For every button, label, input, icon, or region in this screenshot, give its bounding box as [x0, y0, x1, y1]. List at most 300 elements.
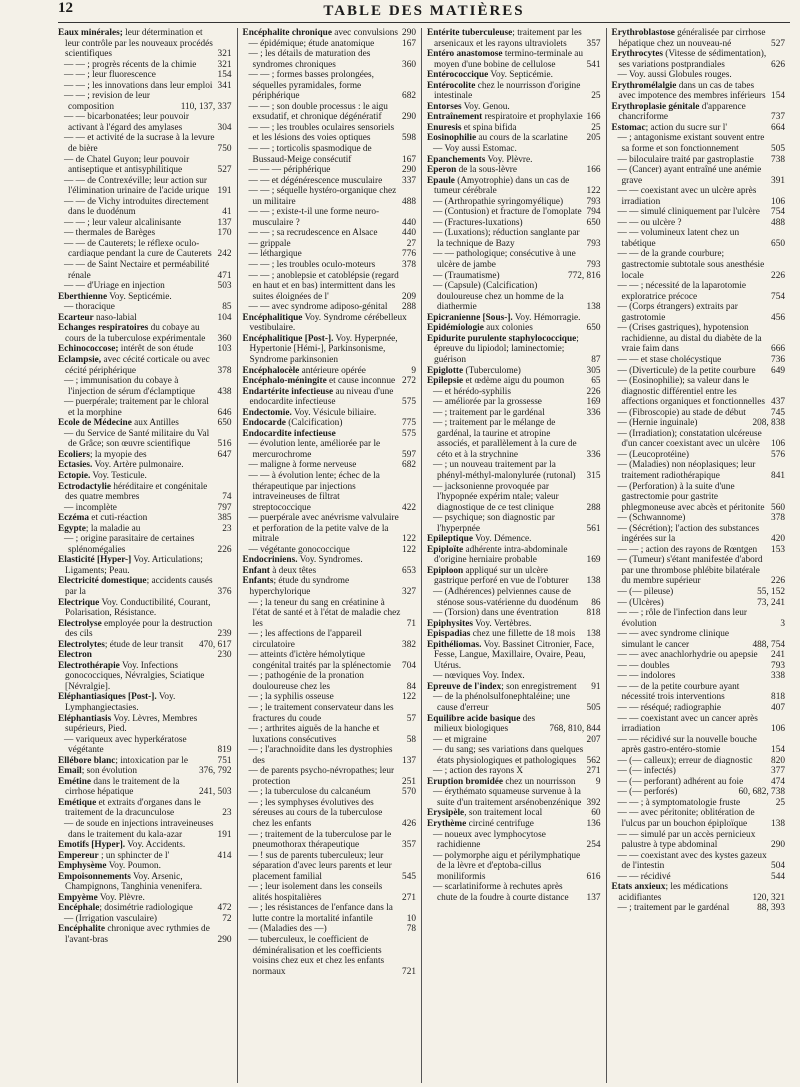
index-page-refs: 290	[402, 28, 416, 38]
index-term	[433, 850, 584, 883]
index-page-refs: 772, 816	[567, 270, 601, 281]
index-entry	[243, 260, 417, 271]
index-page-refs: 166	[586, 112, 601, 123]
index-page-refs: 85	[222, 302, 232, 313]
index-headword: Eberthienne	[58, 291, 108, 302]
index-term	[58, 850, 215, 862]
index-description: — épidémique; étude anatomique	[248, 38, 375, 49]
index-entry	[58, 450, 232, 461]
index-term	[58, 523, 219, 535]
index-term	[433, 207, 584, 218]
index-entry	[58, 893, 232, 904]
index-description: — ; leur isolement dans les conseils alités hospitalières	[248, 882, 383, 903]
index-entry	[427, 334, 601, 366]
index-description: — — à évolution lente; échec de la thérapeutique par injections intraveineuses de filtrat streptococcique	[248, 470, 380, 513]
index-headword: Ellébore blanc	[58, 755, 116, 766]
index-page-refs: 241	[771, 650, 785, 661]
index-entry	[612, 587, 786, 598]
index-headword: Emétine	[58, 776, 92, 787]
index-page-refs: 110, 137, 337	[180, 101, 232, 112]
index-term	[242, 376, 400, 387]
index-headword: Equilibre acide basique	[427, 713, 521, 724]
index-description: — biloculaire traité par gastroplastie	[617, 154, 754, 165]
index-description: Voy. Bassinet Citronier, Face, Fesse, Langue, Maxillaire, Ovaire, Peau, Utérus.	[434, 639, 595, 671]
index-description: — — de Saint Nectaire et perméabilité rénale	[64, 260, 210, 281]
index-page-refs: 55, 152	[757, 586, 785, 597]
index-term	[242, 418, 400, 429]
index-entry	[58, 661, 232, 693]
index-entry	[243, 123, 417, 144]
index-term	[617, 713, 769, 735]
index-entry	[58, 576, 232, 597]
index-term	[64, 154, 215, 176]
index-entry	[58, 650, 232, 661]
index-term	[617, 766, 769, 777]
index-page-refs: 360	[217, 333, 232, 344]
index-entry	[612, 228, 786, 249]
index-page-refs: 170	[217, 228, 232, 239]
index-term	[427, 101, 598, 113]
index-term	[617, 418, 750, 429]
index-column-2	[237, 28, 422, 1083]
index-entry	[243, 249, 417, 260]
index-term	[433, 270, 565, 282]
index-description: — atteints d'ictère hémolytique congénital traités par la splénectomie	[248, 650, 391, 671]
index-entry	[58, 228, 232, 239]
index-page-refs: 736	[771, 354, 785, 365]
index-term	[427, 133, 584, 144]
index-description: et spina bifida	[461, 122, 517, 133]
index-entry	[427, 819, 601, 830]
index-term	[433, 586, 588, 608]
index-term	[427, 28, 584, 49]
index-term	[617, 523, 769, 545]
index-description: — — et dégénérescence musculaire	[248, 175, 383, 186]
index-term	[58, 513, 215, 524]
index-term	[617, 787, 736, 798]
index-term	[617, 302, 769, 323]
index-page-refs: 271	[586, 766, 601, 777]
page-number: 12	[58, 0, 73, 16]
index-entry	[427, 133, 601, 144]
index-term	[433, 829, 584, 851]
index-page-refs: 488, 754	[752, 639, 785, 650]
index-term	[248, 629, 400, 650]
index-page-refs: 106	[771, 439, 785, 450]
index-term	[248, 302, 400, 313]
index-page-refs: 27	[406, 238, 416, 249]
index-entry	[58, 260, 232, 281]
index-term	[242, 428, 400, 440]
index-term	[64, 376, 215, 397]
index-term	[64, 228, 215, 239]
index-term	[611, 882, 750, 903]
index-entry	[58, 344, 232, 355]
index-page-refs: 378	[402, 260, 416, 271]
index-term	[433, 882, 584, 903]
index-page-refs: 122	[402, 534, 416, 545]
index-term	[248, 228, 400, 239]
index-headword: Epispadias	[427, 629, 471, 640]
index-headword: Erythème	[427, 819, 467, 830]
index-description: — (Capsule) (Calcification) douloureuse chez un homme de la diathermie	[433, 281, 564, 313]
index-term	[58, 924, 215, 946]
index-headword: Electron	[58, 650, 92, 661]
index-term	[58, 597, 229, 619]
index-entry	[427, 102, 601, 113]
index-description: — — ; sa recrudescence en Alsace	[248, 228, 378, 239]
index-term	[58, 660, 229, 693]
index-headword: Etats anxieux	[611, 882, 666, 893]
index-term	[58, 871, 229, 893]
index-headword: Emphysème	[58, 861, 107, 872]
index-description: respiratoire et prophylaxie	[482, 112, 583, 123]
index-description: à deux têtes	[269, 565, 317, 576]
index-term	[617, 555, 769, 587]
index-description: ; son enregistrement	[501, 681, 577, 692]
index-description: — — ; formes basses prolongées, séquelles pyramidales, forme périphérique	[248, 70, 374, 102]
index-description: Voy. Genou.	[461, 101, 510, 112]
index-term	[64, 734, 215, 756]
index-page-refs: 751	[217, 755, 232, 766]
index-description: leur détermination et leur contrôle par les nouveaux procédés scientifiques	[65, 28, 213, 60]
index-description: ; action du sucre sur l'	[645, 122, 728, 133]
index-description: — tuberculeux, le coefficient de déminéralisation et les coefficients voisins chez eux et chez les enfants normaux	[248, 935, 385, 977]
index-entry	[243, 671, 417, 692]
index-headword: Electrique	[58, 597, 100, 608]
index-entry	[243, 924, 417, 935]
index-entry	[58, 903, 232, 914]
index-term	[248, 238, 404, 250]
index-page-refs: 818	[586, 608, 601, 619]
index-entry	[243, 334, 417, 366]
index-page-refs: 58	[406, 734, 416, 745]
index-term	[617, 207, 769, 218]
index-entry	[243, 745, 417, 766]
index-description: — de la phénolsulfonephtaléine; une cause d'erreur	[433, 692, 570, 713]
index-term	[433, 397, 584, 408]
index-page-refs: 626	[771, 59, 785, 70]
index-description: — et hérédo-syphilis	[433, 386, 511, 397]
index-term	[611, 80, 769, 102]
index-entry	[427, 534, 601, 545]
index-description: — thermales de Barèges	[64, 228, 156, 239]
index-page-refs: 60	[591, 808, 601, 819]
index-entry	[243, 576, 417, 597]
index-page-refs: 438	[217, 386, 232, 397]
index-headword: Entéro anastomose	[427, 49, 503, 60]
index-description: — (Torsion) dans une éventration	[433, 608, 559, 619]
index-headword: Epanchements	[427, 154, 486, 165]
index-page-refs: 598	[402, 133, 416, 144]
index-page-refs: 704	[402, 660, 416, 671]
index-page-refs: 337	[402, 175, 416, 186]
index-term	[433, 745, 584, 766]
index-entry	[612, 450, 786, 461]
index-page-refs: 167	[402, 38, 416, 49]
index-description: — — et stase cholécystique	[617, 354, 722, 365]
index-entry	[612, 513, 786, 524]
index-term	[427, 376, 588, 387]
index-description: — — coexistant avec un cancer après irradiation	[617, 713, 758, 735]
index-entry	[612, 81, 786, 102]
index-entry	[427, 566, 601, 587]
index-entry	[427, 207, 601, 218]
index-page-refs: 251	[402, 776, 416, 787]
index-description: — — avec anachlorhydrie ou apepsie	[617, 650, 758, 661]
index-description: — (Corps étrangers) extraits par gastrotomie	[617, 302, 738, 323]
index-headword: Encéphalitique	[242, 312, 303, 323]
index-term	[248, 49, 400, 70]
index-page-refs: 74	[222, 492, 232, 503]
index-entry	[427, 112, 601, 123]
index-description: — ; origine parasitaire de certaines splénomégalies	[64, 534, 195, 555]
index-page-refs: 422	[402, 502, 416, 513]
index-page-refs: 682	[402, 91, 416, 102]
index-headword: Ecarteur	[58, 312, 94, 323]
index-headword: Empereur	[58, 850, 99, 861]
index-description: (Amyotrophie) dans un cas de tumeur cérébrale	[434, 175, 570, 197]
index-description: Voy. Septicémie.	[107, 291, 172, 302]
index-page-refs: 122	[402, 692, 416, 703]
index-entry	[427, 228, 601, 249]
index-description: ; accidents causés par la	[65, 576, 213, 597]
index-term	[617, 133, 769, 155]
index-page-refs: 341	[217, 80, 232, 91]
index-entry	[58, 619, 232, 640]
index-entry	[243, 165, 417, 176]
index-page-refs: 420	[771, 534, 785, 545]
index-term	[248, 460, 400, 471]
index-term	[427, 154, 598, 166]
index-description: — — ; anoblepsie et catoblépsie (regard en haut et en bas) intermittent dans les suites éloignées de l'	[248, 270, 399, 302]
index-page-refs: 136	[586, 819, 601, 830]
index-term	[242, 555, 414, 566]
index-entry	[612, 766, 786, 777]
index-entry	[612, 661, 786, 672]
index-headword: Egypte	[58, 523, 86, 534]
index-headword: Erysipèle	[427, 808, 465, 819]
index-headword: Encéphalitique [Post-].	[242, 333, 334, 344]
index-description: — — coexistant avec un ulcère après irradiation	[617, 186, 757, 207]
index-description: — — ; progrès récents de la chimie	[64, 59, 197, 70]
index-term	[427, 534, 598, 545]
index-term	[248, 144, 400, 165]
index-description: — (— infectés)	[617, 766, 676, 777]
index-page-refs: 154	[771, 745, 785, 756]
index-headword: Endocarde	[242, 418, 286, 429]
index-page-refs: 226	[771, 576, 785, 587]
index-entry	[243, 566, 417, 577]
index-term	[58, 470, 229, 482]
index-entry	[58, 766, 232, 777]
index-description: ; dosimétrie radiologique	[99, 903, 193, 914]
index-headword: Epithéliomas.	[427, 639, 482, 650]
index-entry	[612, 165, 786, 186]
index-entry	[58, 313, 232, 324]
index-page-refs: 138	[586, 629, 601, 640]
index-term	[58, 903, 215, 914]
index-term	[433, 766, 584, 777]
index-term	[248, 787, 400, 798]
index-description: — évolution lente, améliorée par le mercurochrome	[248, 439, 381, 460]
index-entry	[427, 366, 601, 377]
index-entry	[427, 830, 601, 851]
index-page-refs: 471	[217, 270, 232, 281]
index-description: d'apparence chancriforme	[618, 101, 746, 123]
index-description: ; étude de leur transit	[104, 639, 184, 650]
index-page-refs: 290	[217, 935, 232, 946]
index-term	[433, 228, 584, 249]
index-entry	[58, 81, 232, 92]
index-headword: Echanges respiratoires	[58, 323, 149, 334]
index-headword: Endectomie.	[242, 407, 292, 418]
index-term	[427, 629, 584, 640]
index-page-refs: 793	[586, 238, 601, 249]
index-page-refs: 414	[217, 850, 232, 861]
index-entry	[427, 851, 601, 883]
index-term	[427, 639, 598, 672]
index-page-refs: 575	[402, 428, 416, 439]
index-term	[64, 913, 219, 925]
index-page-refs: 754	[771, 207, 785, 218]
index-term	[58, 639, 196, 651]
index-entry	[612, 429, 786, 450]
index-description: — ; l'arachnoïdite dans les dystrophies des	[248, 745, 393, 766]
index-column-4	[606, 28, 791, 1083]
index-page-refs: 650	[217, 418, 232, 429]
index-description: — (— calleux); erreur de diagnostic	[617, 755, 753, 766]
index-page-refs: 721	[402, 966, 416, 977]
index-page-refs: 87	[591, 354, 601, 365]
index-entry	[243, 830, 417, 851]
index-term	[617, 755, 769, 767]
index-description: chez un nourrisson	[503, 776, 576, 787]
index-headword: Empoisonnements	[58, 871, 131, 882]
index-description: (Tuberculome)	[463, 365, 521, 376]
index-term	[64, 281, 215, 292]
index-description: — — récidivé sur la nouvelle bouche après gastro-entéro-stomie	[617, 734, 757, 756]
index-entry	[612, 302, 786, 323]
index-entry	[612, 671, 786, 682]
index-description: — — de la grande courbure; gastrectomie subtotale sous anesthésie locale	[617, 249, 765, 281]
index-page-refs: 122	[586, 186, 601, 197]
index-entry	[612, 872, 786, 883]
index-description: — — coexistant avec des kystes gazeux de l'intestin	[617, 850, 767, 872]
index-page-refs: 209	[402, 291, 416, 302]
index-description: — ; les symphyses évolutives des séreuses au cours de la tuberculose chez les enfants	[248, 797, 383, 830]
index-term	[427, 365, 584, 377]
index-description: — — ; revision de leur composition	[64, 91, 150, 112]
index-description: (Vitesse de sédimentation), ses variations postprandiales	[618, 49, 767, 70]
index-entry	[612, 808, 786, 829]
index-description: employée pour la destruction des cils	[65, 618, 213, 640]
index-term	[427, 808, 588, 819]
index-entry	[427, 323, 601, 334]
index-page-refs: 440	[402, 228, 416, 239]
index-page-refs: 169	[586, 555, 601, 566]
index-term	[58, 28, 215, 60]
index-description: Voy. Articulations; Ligaments; Peau.	[65, 555, 203, 576]
index-description: — — de Cauterets; le réflexe oculo-cardiaque pendant la cure de Cauterets	[64, 238, 212, 260]
index-term	[433, 460, 584, 481]
index-term	[617, 650, 769, 661]
index-entry	[612, 787, 786, 798]
index-term	[248, 766, 400, 787]
index-page-refs: 104	[217, 312, 232, 323]
index-description: — ; antagonisme existant souvent entre sa forme et son fonctionnement	[617, 133, 765, 155]
index-term	[617, 460, 769, 481]
index-description: dans un cas de tabes avec impotence des membres inférieurs	[618, 80, 766, 102]
index-description: — ; traitement par le mélange de gardénal, la taurine et atropine associés, et parallèlement à la cure de céto et à la strychnine	[433, 418, 577, 460]
index-term	[58, 449, 215, 461]
index-page-refs: 357	[402, 840, 416, 851]
index-description: — ; les détails de maturation des syndromes chroniques	[248, 49, 371, 70]
index-description: ; traitement par les arsenicaux et les rayons ultraviolets	[434, 28, 582, 49]
index-page-refs: 166	[586, 165, 601, 176]
index-term	[248, 597, 404, 630]
index-entry	[612, 735, 786, 756]
index-entry	[427, 587, 601, 608]
index-entry	[58, 840, 232, 851]
index-page-refs: 561	[586, 523, 601, 534]
index-description: — — ; nécessité de la laparotomie exploratrice précoce	[617, 281, 747, 302]
index-term	[58, 576, 215, 597]
index-description: termino-terminale au moyen d'une bobine de cellulose	[434, 49, 584, 70]
index-description: Voy. Démence.	[472, 534, 532, 545]
index-description: — (Maladies) non néoplasiques; leur traitement radiothérapique	[617, 460, 756, 481]
index-entry	[612, 703, 786, 714]
index-page-refs: 137	[402, 755, 416, 766]
index-entry	[427, 397, 601, 408]
index-headword: Eléphantiasis	[58, 713, 112, 724]
index-entry	[58, 471, 232, 482]
index-entry	[243, 239, 417, 250]
index-term	[611, 101, 769, 123]
index-entry	[612, 207, 786, 218]
index-term	[427, 681, 588, 693]
index-entry	[427, 460, 601, 481]
index-description: — — avec péritonite; oblitération de l'ulcus par un bouchon épiploïque	[617, 808, 755, 830]
index-term	[433, 513, 584, 534]
index-page-refs: 226	[217, 544, 232, 555]
index-page-refs: 527	[771, 38, 785, 49]
index-page-refs: 666	[771, 344, 785, 355]
index-page-refs: 338	[771, 671, 785, 682]
index-description: — — d'Uriage en injection	[64, 281, 165, 292]
index-term	[58, 892, 229, 904]
index-term	[64, 80, 215, 92]
index-page-refs: 241, 503	[198, 787, 232, 798]
index-entry	[58, 756, 232, 767]
index-term	[427, 80, 588, 102]
index-page-refs: 327	[402, 586, 416, 597]
index-entry	[427, 165, 601, 176]
index-entry	[243, 313, 417, 334]
index-page-refs: 71	[406, 618, 416, 629]
index-entry	[612, 714, 786, 735]
index-term	[617, 376, 769, 408]
index-entry	[427, 155, 601, 166]
index-description: Voy. Syndrome cérébelleux vestibulaire.	[249, 312, 407, 334]
index-page-refs: 321	[217, 59, 232, 70]
index-page-refs: 841	[771, 470, 785, 481]
index-page-refs: 23	[222, 523, 232, 534]
index-term	[58, 312, 215, 324]
index-description: Voy. Arsenic, Champignons, Tanghinia venenifera.	[65, 871, 203, 893]
index-entry	[427, 671, 601, 682]
index-entry	[612, 756, 786, 767]
